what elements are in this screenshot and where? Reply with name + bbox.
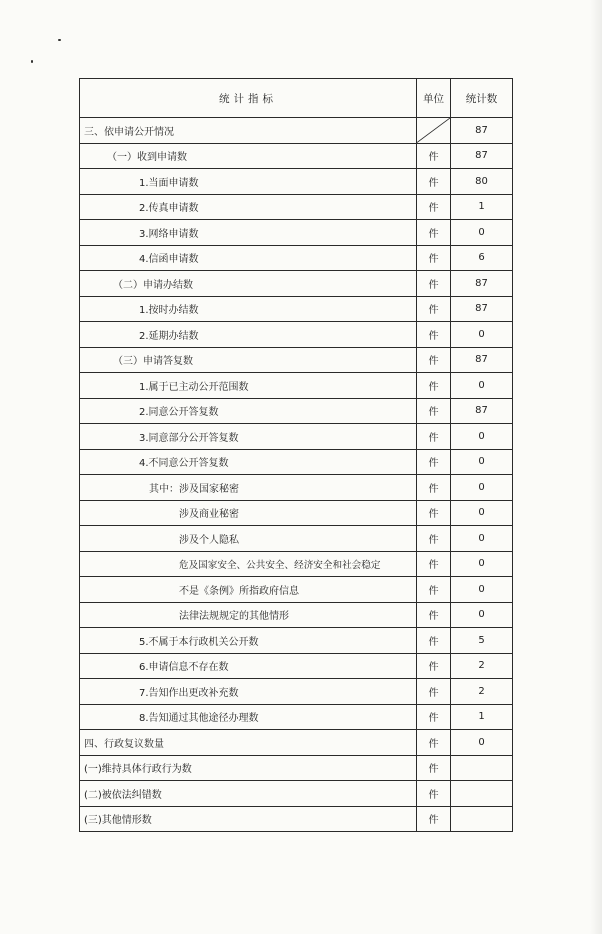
row-indicator: 涉及个人隐私 xyxy=(80,526,417,552)
table-row xyxy=(80,577,513,603)
table-header-row xyxy=(80,79,513,118)
table-row xyxy=(80,449,513,475)
row-indicator: 4.信函申请数 xyxy=(80,245,417,271)
table-row xyxy=(80,143,513,169)
row-indicator: （三）申请答复数 xyxy=(80,347,417,373)
table-row xyxy=(80,551,513,577)
row-unit-empty-diagonal xyxy=(417,118,451,144)
row-indicator: 四、行政复议数量 xyxy=(80,730,417,756)
diagonal-slash xyxy=(417,118,450,143)
row-unit: 件 xyxy=(417,347,451,373)
row-indicator: 2.同意公开答复数 xyxy=(80,398,417,424)
row-indicator: (三)其他情形数 xyxy=(80,806,417,832)
row-indicator: 不是《条例》所指政府信息 xyxy=(80,577,417,603)
row-indicator: 其中：涉及国家秘密 xyxy=(80,475,417,501)
table-row xyxy=(80,781,513,807)
row-indicator: 涉及商业秘密 xyxy=(80,500,417,526)
row-value: 0 xyxy=(451,500,513,526)
row-unit: 件 xyxy=(417,475,451,501)
row-indicator: 三、依申请公开情况 xyxy=(80,118,417,144)
row-indicator: 4.不同意公开答复数 xyxy=(80,449,417,475)
scan-speck xyxy=(58,39,61,41)
row-unit: 件 xyxy=(417,781,451,807)
row-unit: 件 xyxy=(417,322,451,348)
table-row xyxy=(80,118,513,144)
row-unit: 件 xyxy=(417,577,451,603)
table-row xyxy=(80,475,513,501)
row-indicator: 1.当面申请数 xyxy=(80,169,417,195)
row-indicator: 6.申请信息不存在数 xyxy=(80,653,417,679)
row-unit: 件 xyxy=(417,424,451,450)
row-unit: 件 xyxy=(417,551,451,577)
table-row xyxy=(80,755,513,781)
row-indicator: 8.告知通过其他途径办理数 xyxy=(80,704,417,730)
row-unit: 件 xyxy=(417,143,451,169)
row-unit: 件 xyxy=(417,704,451,730)
row-value: 2 xyxy=(451,679,513,705)
row-value: 0 xyxy=(451,220,513,246)
row-value: 1 xyxy=(451,194,513,220)
scan-speck xyxy=(31,60,33,63)
header-indicator: 统计指标 xyxy=(80,79,417,118)
row-value: 0 xyxy=(451,730,513,756)
row-unit: 件 xyxy=(417,730,451,756)
table-row xyxy=(80,271,513,297)
row-unit: 件 xyxy=(417,169,451,195)
row-value: 87 xyxy=(451,271,513,297)
table-row xyxy=(80,679,513,705)
row-value xyxy=(451,781,513,807)
row-indicator: 3.网络申请数 xyxy=(80,220,417,246)
row-indicator: 7.告知作出更改补充数 xyxy=(80,679,417,705)
table-row xyxy=(80,322,513,348)
table-row xyxy=(80,169,513,195)
row-value: 0 xyxy=(451,373,513,399)
row-indicator: 危及国家安全、公共安全、经济安全和社会稳定 xyxy=(80,551,417,577)
table-row xyxy=(80,398,513,424)
row-indicator: （一）收到申请数 xyxy=(80,143,417,169)
table-row xyxy=(80,704,513,730)
row-indicator: 1.按时办结数 xyxy=(80,296,417,322)
row-unit: 件 xyxy=(417,296,451,322)
row-unit: 件 xyxy=(417,679,451,705)
row-value: 0 xyxy=(451,449,513,475)
table-row xyxy=(80,220,513,246)
table-row xyxy=(80,194,513,220)
row-value: 87 xyxy=(451,118,513,144)
row-unit: 件 xyxy=(417,628,451,654)
row-indicator: 5.不属于本行政机关公开数 xyxy=(80,628,417,654)
row-value: 1 xyxy=(451,704,513,730)
row-value: 80 xyxy=(451,169,513,195)
row-unit: 件 xyxy=(417,755,451,781)
page-edge-shadow xyxy=(590,0,602,934)
row-indicator: (二)被依法纠错数 xyxy=(80,781,417,807)
table-row xyxy=(80,424,513,450)
table-row xyxy=(80,602,513,628)
row-unit: 件 xyxy=(417,373,451,399)
row-value: 87 xyxy=(451,296,513,322)
row-value: 0 xyxy=(451,551,513,577)
row-indicator: 2.延期办结数 xyxy=(80,322,417,348)
row-unit: 件 xyxy=(417,220,451,246)
statistics-table xyxy=(79,78,513,832)
row-unit: 件 xyxy=(417,194,451,220)
row-value: 0 xyxy=(451,577,513,603)
row-indicator: 1.属于已主动公开范围数 xyxy=(80,373,417,399)
header-unit: 单位 xyxy=(417,79,451,118)
row-value xyxy=(451,806,513,832)
table-row xyxy=(80,245,513,271)
row-value: 0 xyxy=(451,526,513,552)
row-value: 87 xyxy=(451,398,513,424)
row-unit: 件 xyxy=(417,398,451,424)
row-unit: 件 xyxy=(417,245,451,271)
row-unit: 件 xyxy=(417,653,451,679)
row-value: 2 xyxy=(451,653,513,679)
row-indicator: 3.同意部分公开答复数 xyxy=(80,424,417,450)
header-count: 统计数 xyxy=(451,79,513,118)
row-indicator: 法律法规规定的其他情形 xyxy=(80,602,417,628)
row-unit: 件 xyxy=(417,500,451,526)
row-value: 87 xyxy=(451,347,513,373)
table-row xyxy=(80,373,513,399)
table-row xyxy=(80,347,513,373)
row-indicator: (一)维持具体行政行为数 xyxy=(80,755,417,781)
table-row xyxy=(80,500,513,526)
row-value: 87 xyxy=(451,143,513,169)
row-value: 0 xyxy=(451,602,513,628)
row-unit: 件 xyxy=(417,449,451,475)
row-unit: 件 xyxy=(417,526,451,552)
table-row xyxy=(80,526,513,552)
table-row xyxy=(80,653,513,679)
row-unit: 件 xyxy=(417,602,451,628)
row-indicator: 2.传真申请数 xyxy=(80,194,417,220)
table-row xyxy=(80,806,513,832)
row-value: 0 xyxy=(451,322,513,348)
row-value: 0 xyxy=(451,475,513,501)
row-indicator: （二）申请办结数 xyxy=(80,271,417,297)
row-unit: 件 xyxy=(417,806,451,832)
row-value xyxy=(451,755,513,781)
row-value: 6 xyxy=(451,245,513,271)
table-row xyxy=(80,730,513,756)
row-value: 0 xyxy=(451,424,513,450)
table-row xyxy=(80,296,513,322)
table-row xyxy=(80,628,513,654)
row-value: 5 xyxy=(451,628,513,654)
row-unit: 件 xyxy=(417,271,451,297)
